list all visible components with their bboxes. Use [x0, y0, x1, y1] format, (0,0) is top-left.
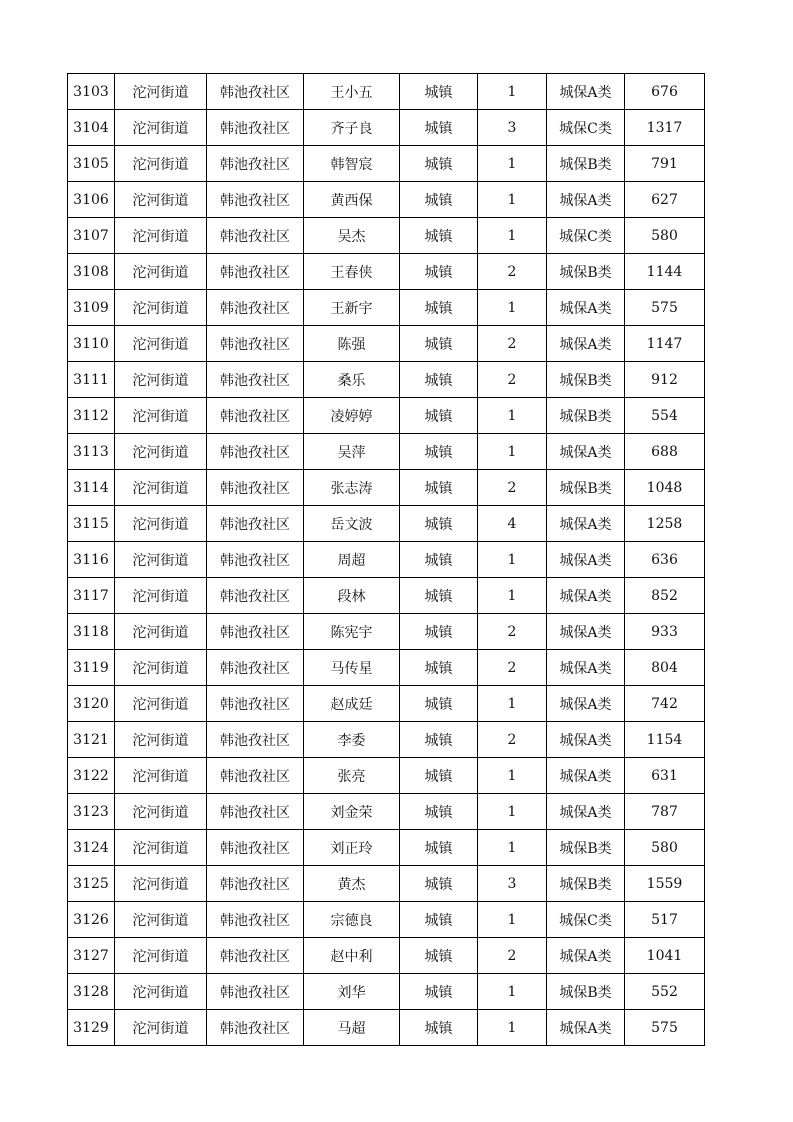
table-row: [68, 866, 705, 902]
cell-amount: 575: [625, 290, 705, 326]
cell-category: 城保C类: [547, 110, 625, 146]
cell-area: 城镇: [400, 506, 478, 542]
cell-category: 城保A类: [547, 506, 625, 542]
cell-id: 3113: [68, 434, 115, 470]
cell-community: 韩池孜社区: [207, 542, 304, 578]
cell-amount: 1144: [625, 254, 705, 290]
cell-category: 城保B类: [547, 866, 625, 902]
cell-area: 城镇: [400, 398, 478, 434]
cell-area: 城镇: [400, 938, 478, 974]
cell-count: 2: [478, 326, 547, 362]
cell-category: 城保A类: [547, 74, 625, 110]
cell-amount: 554: [625, 398, 705, 434]
cell-street: 沱河街道: [115, 686, 207, 722]
cell-name: 刘金荣: [304, 794, 400, 830]
cell-community: 韩池孜社区: [207, 686, 304, 722]
table-row: [68, 146, 705, 182]
cell-count: 1: [478, 830, 547, 866]
cell-community: 韩池孜社区: [207, 758, 304, 794]
cell-area: 城镇: [400, 686, 478, 722]
table-row: [68, 110, 705, 146]
table-row: [68, 362, 705, 398]
cell-count: 2: [478, 254, 547, 290]
cell-amount: 1258: [625, 506, 705, 542]
cell-amount: 912: [625, 362, 705, 398]
cell-area: 城镇: [400, 470, 478, 506]
cell-id: 3119: [68, 650, 115, 686]
cell-street: 沱河街道: [115, 938, 207, 974]
cell-area: 城镇: [400, 182, 478, 218]
cell-count: 1: [478, 1010, 547, 1046]
cell-community: 韩池孜社区: [207, 182, 304, 218]
cell-category: 城保A类: [547, 938, 625, 974]
cell-community: 韩池孜社区: [207, 866, 304, 902]
cell-street: 沱河街道: [115, 902, 207, 938]
cell-amount: 791: [625, 146, 705, 182]
table-row: [68, 506, 705, 542]
cell-count: 1: [478, 758, 547, 794]
cell-category: 城保B类: [547, 398, 625, 434]
cell-community: 韩池孜社区: [207, 1010, 304, 1046]
cell-name: 齐子良: [304, 110, 400, 146]
cell-category: 城保A类: [547, 614, 625, 650]
cell-id: 3126: [68, 902, 115, 938]
cell-community: 韩池孜社区: [207, 398, 304, 434]
cell-id: 3111: [68, 362, 115, 398]
cell-count: 1: [478, 74, 547, 110]
cell-id: 3109: [68, 290, 115, 326]
cell-amount: 1317: [625, 110, 705, 146]
cell-area: 城镇: [400, 830, 478, 866]
cell-amount: 580: [625, 218, 705, 254]
cell-id: 3115: [68, 506, 115, 542]
cell-count: 1: [478, 398, 547, 434]
table-body: [68, 74, 705, 1046]
cell-id: 3121: [68, 722, 115, 758]
cell-area: 城镇: [400, 218, 478, 254]
cell-name: 李委: [304, 722, 400, 758]
cell-count: 1: [478, 542, 547, 578]
cell-street: 沱河街道: [115, 182, 207, 218]
cell-name: 赵成廷: [304, 686, 400, 722]
cell-count: 2: [478, 470, 547, 506]
cell-amount: 1147: [625, 326, 705, 362]
cell-name: 王小五: [304, 74, 400, 110]
cell-area: 城镇: [400, 326, 478, 362]
table-row: [68, 794, 705, 830]
table-row: [68, 434, 705, 470]
cell-area: 城镇: [400, 794, 478, 830]
cell-community: 韩池孜社区: [207, 146, 304, 182]
cell-street: 沱河街道: [115, 146, 207, 182]
cell-name: 周超: [304, 542, 400, 578]
cell-name: 黄西保: [304, 182, 400, 218]
cell-id: 3114: [68, 470, 115, 506]
cell-id: 3127: [68, 938, 115, 974]
cell-amount: 1048: [625, 470, 705, 506]
cell-street: 沱河街道: [115, 758, 207, 794]
cell-amount: 1041: [625, 938, 705, 974]
cell-count: 2: [478, 722, 547, 758]
cell-area: 城镇: [400, 722, 478, 758]
cell-category: 城保A类: [547, 326, 625, 362]
cell-category: 城保A类: [547, 434, 625, 470]
cell-community: 韩池孜社区: [207, 614, 304, 650]
cell-category: 城保A类: [547, 290, 625, 326]
cell-community: 韩池孜社区: [207, 650, 304, 686]
cell-community: 韩池孜社区: [207, 218, 304, 254]
cell-street: 沱河街道: [115, 290, 207, 326]
cell-amount: 627: [625, 182, 705, 218]
table-row: [68, 218, 705, 254]
cell-count: 2: [478, 614, 547, 650]
cell-id: 3125: [68, 866, 115, 902]
cell-category: 城保B类: [547, 362, 625, 398]
cell-id: 3108: [68, 254, 115, 290]
cell-name: 王春侠: [304, 254, 400, 290]
cell-category: 城保A类: [547, 578, 625, 614]
table-row: [68, 650, 705, 686]
cell-count: 3: [478, 110, 547, 146]
cell-count: 1: [478, 218, 547, 254]
cell-count: 1: [478, 182, 547, 218]
cell-amount: 688: [625, 434, 705, 470]
cell-count: 1: [478, 902, 547, 938]
cell-street: 沱河街道: [115, 74, 207, 110]
cell-name: 宗德良: [304, 902, 400, 938]
cell-amount: 1154: [625, 722, 705, 758]
cell-name: 张亮: [304, 758, 400, 794]
cell-count: 1: [478, 434, 547, 470]
cell-id: 3117: [68, 578, 115, 614]
cell-count: 1: [478, 794, 547, 830]
cell-community: 韩池孜社区: [207, 74, 304, 110]
cell-community: 韩池孜社区: [207, 254, 304, 290]
cell-name: 刘华: [304, 974, 400, 1010]
cell-street: 沱河街道: [115, 614, 207, 650]
table-row: [68, 902, 705, 938]
cell-id: 3122: [68, 758, 115, 794]
cell-count: 3: [478, 866, 547, 902]
cell-count: 1: [478, 146, 547, 182]
table-row: [68, 254, 705, 290]
cell-amount: 933: [625, 614, 705, 650]
cell-area: 城镇: [400, 650, 478, 686]
cell-area: 城镇: [400, 110, 478, 146]
cell-area: 城镇: [400, 902, 478, 938]
cell-street: 沱河街道: [115, 650, 207, 686]
cell-count: 1: [478, 974, 547, 1010]
cell-count: 2: [478, 650, 547, 686]
cell-street: 沱河街道: [115, 398, 207, 434]
cell-street: 沱河街道: [115, 218, 207, 254]
cell-name: 张志涛: [304, 470, 400, 506]
cell-amount: 517: [625, 902, 705, 938]
cell-area: 城镇: [400, 1010, 478, 1046]
cell-community: 韩池孜社区: [207, 362, 304, 398]
cell-name: 桑乐: [304, 362, 400, 398]
cell-id: 3112: [68, 398, 115, 434]
data-table: [67, 73, 705, 1046]
cell-name: 刘正玲: [304, 830, 400, 866]
cell-area: 城镇: [400, 866, 478, 902]
cell-community: 韩池孜社区: [207, 794, 304, 830]
cell-category: 城保A类: [547, 182, 625, 218]
table-row: [68, 470, 705, 506]
cell-category: 城保B类: [547, 146, 625, 182]
cell-community: 韩池孜社区: [207, 290, 304, 326]
cell-amount: 636: [625, 542, 705, 578]
cell-id: 3124: [68, 830, 115, 866]
cell-amount: 742: [625, 686, 705, 722]
cell-amount: 580: [625, 830, 705, 866]
cell-category: 城保B类: [547, 830, 625, 866]
cell-id: 3120: [68, 686, 115, 722]
cell-area: 城镇: [400, 254, 478, 290]
cell-area: 城镇: [400, 758, 478, 794]
cell-community: 韩池孜社区: [207, 830, 304, 866]
table-row: [68, 722, 705, 758]
cell-count: 1: [478, 686, 547, 722]
cell-id: 3105: [68, 146, 115, 182]
cell-name: 岳文波: [304, 506, 400, 542]
cell-area: 城镇: [400, 614, 478, 650]
cell-area: 城镇: [400, 146, 478, 182]
cell-street: 沱河街道: [115, 866, 207, 902]
cell-street: 沱河街道: [115, 506, 207, 542]
cell-category: 城保B类: [547, 470, 625, 506]
cell-street: 沱河街道: [115, 722, 207, 758]
cell-id: 3123: [68, 794, 115, 830]
table-row: [68, 686, 705, 722]
cell-community: 韩池孜社区: [207, 470, 304, 506]
cell-street: 沱河街道: [115, 794, 207, 830]
cell-name: 马超: [304, 1010, 400, 1046]
cell-name: 赵中利: [304, 938, 400, 974]
table-row: [68, 974, 705, 1010]
cell-count: 2: [478, 362, 547, 398]
cell-area: 城镇: [400, 578, 478, 614]
cell-id: 3110: [68, 326, 115, 362]
cell-community: 韩池孜社区: [207, 974, 304, 1010]
table-row: [68, 398, 705, 434]
cell-count: 2: [478, 938, 547, 974]
cell-amount: 552: [625, 974, 705, 1010]
cell-amount: 852: [625, 578, 705, 614]
table-row: [68, 938, 705, 974]
cell-amount: 1559: [625, 866, 705, 902]
cell-category: 城保C类: [547, 902, 625, 938]
cell-id: 3106: [68, 182, 115, 218]
cell-count: 1: [478, 290, 547, 326]
cell-community: 韩池孜社区: [207, 110, 304, 146]
cell-community: 韩池孜社区: [207, 326, 304, 362]
table-row: [68, 74, 705, 110]
cell-category: 城保C类: [547, 218, 625, 254]
cell-category: 城保A类: [547, 722, 625, 758]
cell-street: 沱河街道: [115, 578, 207, 614]
cell-category: 城保A类: [547, 686, 625, 722]
cell-name: 马传星: [304, 650, 400, 686]
cell-count: 4: [478, 506, 547, 542]
cell-street: 沱河街道: [115, 362, 207, 398]
table-row: [68, 290, 705, 326]
cell-name: 陈强: [304, 326, 400, 362]
cell-name: 吴萍: [304, 434, 400, 470]
cell-id: 3107: [68, 218, 115, 254]
cell-community: 韩池孜社区: [207, 902, 304, 938]
cell-street: 沱河街道: [115, 974, 207, 1010]
cell-id: 3118: [68, 614, 115, 650]
cell-amount: 631: [625, 758, 705, 794]
cell-street: 沱河街道: [115, 1010, 207, 1046]
cell-name: 韩智宸: [304, 146, 400, 182]
cell-id: 3128: [68, 974, 115, 1010]
cell-street: 沱河街道: [115, 830, 207, 866]
table-row: [68, 614, 705, 650]
cell-id: 3103: [68, 74, 115, 110]
cell-street: 沱河街道: [115, 110, 207, 146]
cell-community: 韩池孜社区: [207, 722, 304, 758]
cell-name: 王新宇: [304, 290, 400, 326]
table-row: [68, 1010, 705, 1046]
cell-category: 城保A类: [547, 650, 625, 686]
cell-community: 韩池孜社区: [207, 506, 304, 542]
cell-name: 黄杰: [304, 866, 400, 902]
cell-street: 沱河街道: [115, 434, 207, 470]
cell-street: 沱河街道: [115, 326, 207, 362]
cell-amount: 787: [625, 794, 705, 830]
cell-id: 3116: [68, 542, 115, 578]
cell-category: 城保A类: [547, 758, 625, 794]
cell-name: 陈宪宇: [304, 614, 400, 650]
cell-amount: 676: [625, 74, 705, 110]
table-row: [68, 830, 705, 866]
table-row: [68, 182, 705, 218]
cell-category: 城保B类: [547, 974, 625, 1010]
table-row: [68, 758, 705, 794]
cell-community: 韩池孜社区: [207, 938, 304, 974]
table-row: [68, 326, 705, 362]
cell-amount: 575: [625, 1010, 705, 1046]
cell-area: 城镇: [400, 362, 478, 398]
cell-area: 城镇: [400, 542, 478, 578]
cell-category: 城保A类: [547, 542, 625, 578]
cell-name: 吴杰: [304, 218, 400, 254]
cell-count: 1: [478, 578, 547, 614]
table-row: [68, 542, 705, 578]
cell-category: 城保B类: [547, 254, 625, 290]
cell-area: 城镇: [400, 974, 478, 1010]
cell-street: 沱河街道: [115, 254, 207, 290]
cell-id: 3104: [68, 110, 115, 146]
cell-community: 韩池孜社区: [207, 434, 304, 470]
cell-area: 城镇: [400, 290, 478, 326]
cell-name: 段林: [304, 578, 400, 614]
cell-category: 城保A类: [547, 1010, 625, 1046]
cell-community: 韩池孜社区: [207, 578, 304, 614]
cell-street: 沱河街道: [115, 542, 207, 578]
cell-amount: 804: [625, 650, 705, 686]
cell-id: 3129: [68, 1010, 115, 1046]
table-row: [68, 578, 705, 614]
cell-street: 沱河街道: [115, 470, 207, 506]
cell-category: 城保A类: [547, 794, 625, 830]
cell-name: 凌婷婷: [304, 398, 400, 434]
cell-area: 城镇: [400, 74, 478, 110]
cell-area: 城镇: [400, 434, 478, 470]
